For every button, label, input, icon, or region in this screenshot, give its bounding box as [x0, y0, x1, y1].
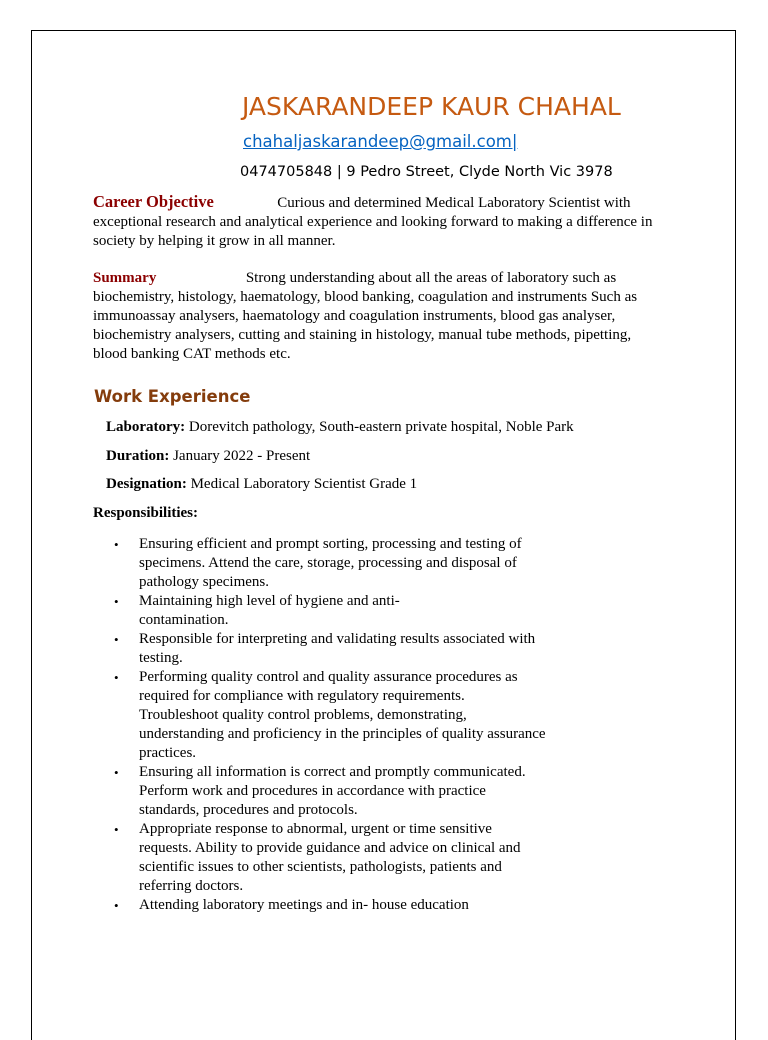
summary-line: biochemistry analysers, cutting and staining in histology, manual tube methods, pipetting, — [93, 327, 632, 343]
summary-section — [93, 269, 683, 364]
list-item-line: requests. Ability to provide guidance and advice on clinical and — [139, 840, 521, 856]
list-item-line: required for compliance with regulatory requirements. — [139, 688, 465, 704]
list-item-line: Responsible for interpreting and validating results associated with — [139, 631, 536, 647]
list-item-line: practices. — [139, 745, 197, 761]
summary-line: biochemistry, histology, haematology, blood banking, coagulation and instruments Such as — [93, 289, 638, 305]
bullet-icon: • — [114, 765, 119, 780]
candidate-name: JASKARANDEEP KAUR CHAHAL — [242, 92, 621, 121]
bullet-icon: • — [114, 632, 119, 647]
work-experience-title: Work Experience — [94, 387, 251, 406]
designation-field — [106, 475, 417, 494]
career-objective-line: society by helping it grow in all manner. — [93, 233, 336, 249]
list-item-line: Attending laboratory meetings and in- house education — [139, 897, 469, 913]
bullet-icon: • — [114, 898, 119, 913]
duration-label: Duration: — [106, 448, 170, 464]
list-item-line: specimens. Attend the care, storage, processing and disposal of — [139, 555, 517, 571]
summary-line: immunoassay analysers, haematology and coagulation instruments, blood gas analyser, — [93, 308, 616, 324]
duration-field — [106, 447, 310, 466]
laboratory-field — [106, 418, 574, 437]
list-item-line: Ensuring efficient and prompt sorting, processing and testing of — [139, 536, 522, 552]
designation-label: Designation: — [106, 476, 187, 492]
list-item-line: Maintaining high level of hygiene and anti- — [139, 593, 400, 609]
list-item-line: testing. — [139, 650, 183, 666]
list-item-line: Appropriate response to abnormal, urgent or time sensitive — [139, 821, 492, 837]
bullet-icon: • — [114, 537, 119, 552]
list-item-line: pathology specimens. — [139, 574, 269, 590]
list-item — [110, 630, 580, 668]
laboratory-label: Laboratory: — [106, 419, 186, 435]
list-item — [110, 820, 580, 896]
list-item — [110, 592, 580, 630]
duration-value: January 2022 - Present — [169, 448, 311, 464]
list-item-line: standards, procedures and protocols. — [139, 802, 358, 818]
bullet-icon: • — [114, 670, 119, 685]
responsibilities-label: Responsibilities: — [93, 505, 199, 521]
list-item-line: Perform work and procedures in accordance with practice — [139, 783, 486, 799]
list-item-line: contamination. — [139, 612, 229, 628]
career-objective-line: Curious and determined Medical Laboratory Scientist with — [277, 195, 631, 211]
summary-title: Summary — [93, 270, 157, 286]
career-objective-section — [93, 192, 683, 251]
designation-value: Medical Laboratory Scientist Grade 1 — [186, 476, 418, 492]
list-item-line: understanding and proficiency in the principles of quality assurance — [139, 726, 546, 742]
summary-line: blood banking CAT methods etc. — [93, 346, 291, 362]
list-item-line: scientific issues to other scientists, pathologists, patients and — [139, 859, 502, 875]
bullet-icon: • — [114, 594, 119, 609]
contact-info: 0474705848 | 9 Pedro Street, Clyde North Vic 3978 — [240, 164, 613, 180]
summary-line: Strong understanding about all the areas of laboratory such as — [245, 270, 617, 286]
list-item-line: Performing quality control and quality assurance procedures as — [139, 669, 518, 685]
responsibilities-list — [110, 535, 580, 915]
career-objective-line: exceptional research and analytical experience and looking forward to making a difference in — [93, 214, 653, 230]
career-objective-title: Career Objective — [93, 192, 214, 211]
laboratory-value: Dorevitch pathology, South-eastern private hospital, Noble Park — [185, 419, 574, 435]
list-item-line: Troubleshoot quality control problems, demonstrating, — [139, 707, 467, 723]
bullet-icon: • — [114, 822, 119, 837]
list-item — [110, 896, 580, 915]
list-item-line: referring doctors. — [139, 878, 244, 894]
list-item — [110, 763, 580, 820]
list-item-line: Ensuring all information is correct and promptly communicated. — [139, 764, 526, 780]
list-item — [110, 668, 580, 763]
list-item — [110, 535, 580, 592]
email-link[interactable]: chahaljaskarandeep@gmail.com| — [243, 132, 518, 151]
